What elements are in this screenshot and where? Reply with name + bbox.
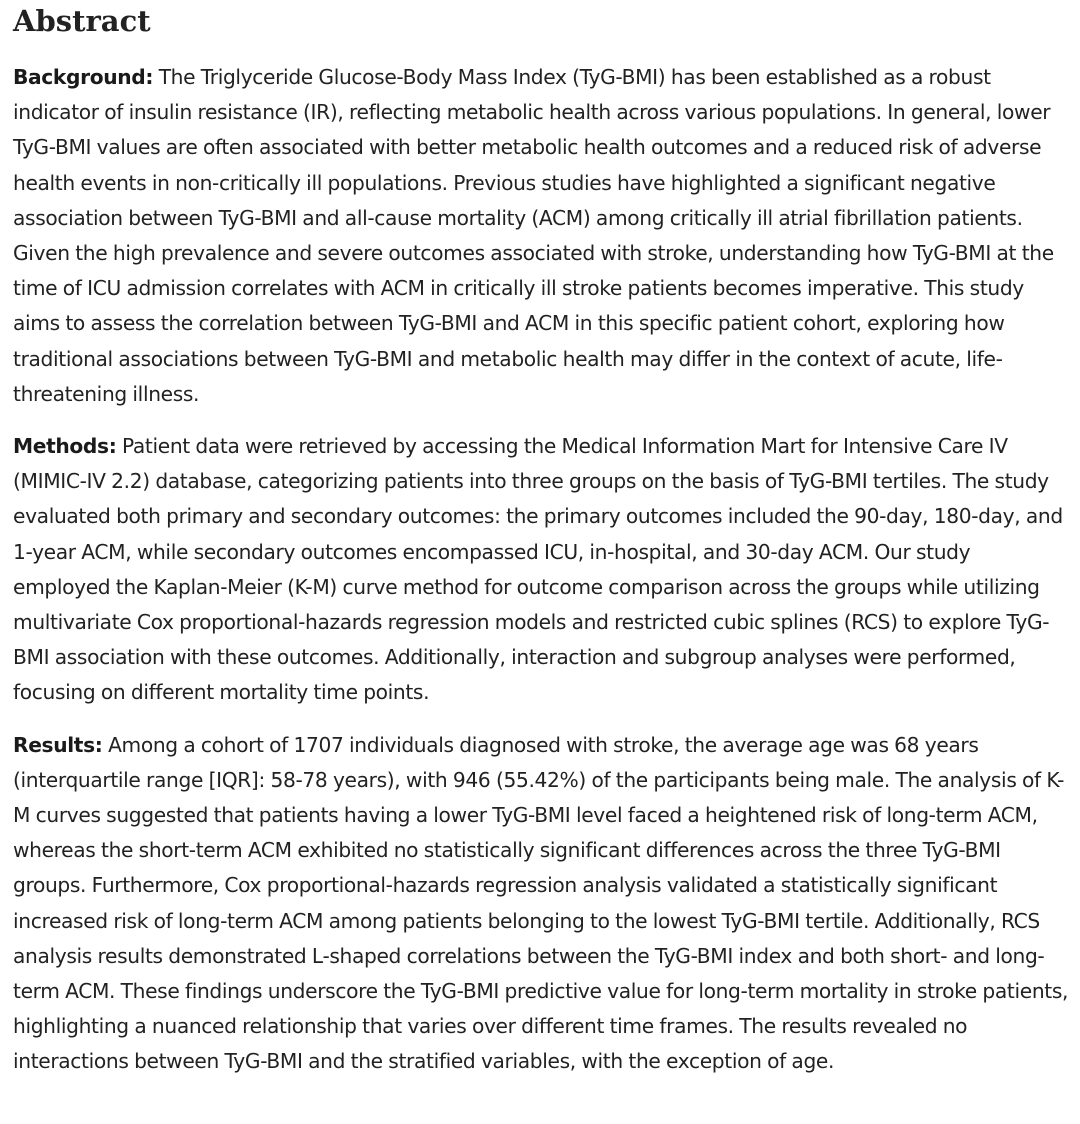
abstract-heading: Abstract [13, 4, 151, 38]
methods-label: Methods: [13, 434, 117, 459]
background-paragraph [13, 60, 1071, 412]
background-text: The Triglyceride Glucose-Body Mass Index (TyG-BMI) has been established as a robust indicator of insulin resistance (IR), reflecting metabolic health across various populations. In general, lower TyG-BMI values are often associated with better metabolic health outcomes and a reduced risk of adverse health events in non-critically ill populations. Previous studies have highlighted a significant negative association between TyG-BMI and all-cause mortality (ACM) among critically ill atrial fibrillation patients. Given the high prevalence and severe outcomes associated with stroke, understanding how TyG-BMI at the time of ICU admission correlates with ACM in critically ill stroke patients becomes imperative. This study aims to assess the correlation between TyG-BMI and ACM in this specific patient cohort, exploring how traditional associations between TyG-BMI and metabolic health may differ in the context of acute, life-threatening illness. [13, 65, 1054, 406]
results-paragraph [13, 728, 1071, 1080]
results-label: Results: [13, 732, 103, 757]
results-text: Among a cohort of 1707 individuals diagnosed with stroke, the average age was 68 years (interquartile range [IQR]: 58-78 years), with 946 (55.42%) of the participants being male. The analysis of K-M curves suggested that patients having a lower TyG-BMI level faced a heightened risk of long-term ACM, whereas the short-term ACM exhibited no statistically significant differences across the three TyG-BMI groups. Furthermore, Cox proportional-hazards regression analysis validated a statistically significant increased risk of long-term ACM among patients belonging to the lowest TyG-BMI tertile. Additionally, RCS analysis results demonstrated L-shaped correlations between the TyG-BMI index and both short- and long-term ACM. These findings underscore the TyG-BMI predictive value for long-term mortality in stroke patients, highlighting a nuanced relationship that varies over different time frames. The results revealed no interactions between TyG-BMI and the stratified variables, with the exception of age. [13, 732, 1069, 1074]
abstract-section [13, 0, 1071, 1080]
methods-paragraph [13, 429, 1071, 711]
methods-text: Patient data were retrieved by accessing the Medical Information Mart for Intensive Care IV (MIMIC-IV 2.2) database, categorizing patients into three groups on the basis of TyG-BMI tertiles. The study evaluated both primary and secondary outcomes: the primary outcomes included the 90-day, 180-day, and 1-year ACM, while secondary outcomes encompassed ICU, in-hospital, and 30-day ACM. Our study employed the Kaplan-Meier (K-M) curve method for outcome comparison across the groups while utilizing multivariate Cox proportional-hazards regression models and restricted cubic splines (RCS) to explore TyG-BMI association with these outcomes. Additionally, interaction and subgroup analyses were performed, focusing on different mortality time points. [13, 434, 1063, 705]
background-label: Background: [13, 65, 154, 89]
